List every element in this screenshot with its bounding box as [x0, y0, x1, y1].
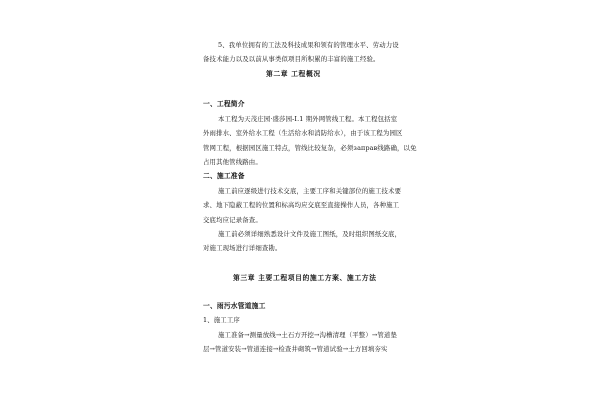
section-heading-drainage: 一、雨污水管道施工 [203, 302, 266, 310]
paragraph-line: 交底均应记录备查。 [203, 216, 262, 224]
paragraph-line: 层→管道安装→管道连接→检查井砌筑→管道试验→土方回填夯实 [203, 345, 388, 353]
chapter-2-title: 第二章 工程概况 [266, 70, 321, 78]
paragraph-line: 施工前必须详细熟悉设计文件及施工图纸，及时组织图纸交底， [218, 230, 402, 238]
chapter-3-title: 第三章 主要工程项目的施工方案、施工方法 [233, 274, 377, 282]
paragraph-line: 管网工程，根据园区施工特点，管线比较复杂，必须заправ线路确，以免 [203, 144, 417, 152]
intro-line-2: 备技术能力以及以前从事类似项目所积累的丰富的施工经验。 [203, 55, 380, 63]
paragraph-line: 对施工现场进行详细查勘。 [203, 244, 282, 252]
paragraph-line: 求、地下隐蔽工程的位置和标高均应交底至直接操作人员，各种施工 [203, 201, 400, 209]
section-heading-project-intro: 一、工程简介 [203, 100, 245, 108]
paragraph-line: 外雨排水、室外给水工程（生活给水和消防给水），由于该工程为园区 [203, 129, 403, 137]
intro-line-1: 5、我单位拥有的工法及科技成果和领有的管理水平、劳动力设 [218, 41, 399, 49]
paragraph-line: 占用其他管线路由。 [203, 158, 262, 166]
paragraph-line: 本工程为天茂庄园·盛莎园-Ⅰ.1 期外网管线工程。本工程包括室 [218, 115, 398, 123]
section-heading-preparation: 二、施工准备 [203, 172, 245, 180]
paragraph-line: 施工准备→测量放线→土石方开挖→沟槽清理（平整）→管道垫 [218, 331, 397, 339]
paragraph-line: 施工前应逐级进行技术交底，主要工序和关键部位的施工技术要 [218, 187, 402, 195]
subsection-heading-process: 1、施工工序 [203, 316, 240, 324]
